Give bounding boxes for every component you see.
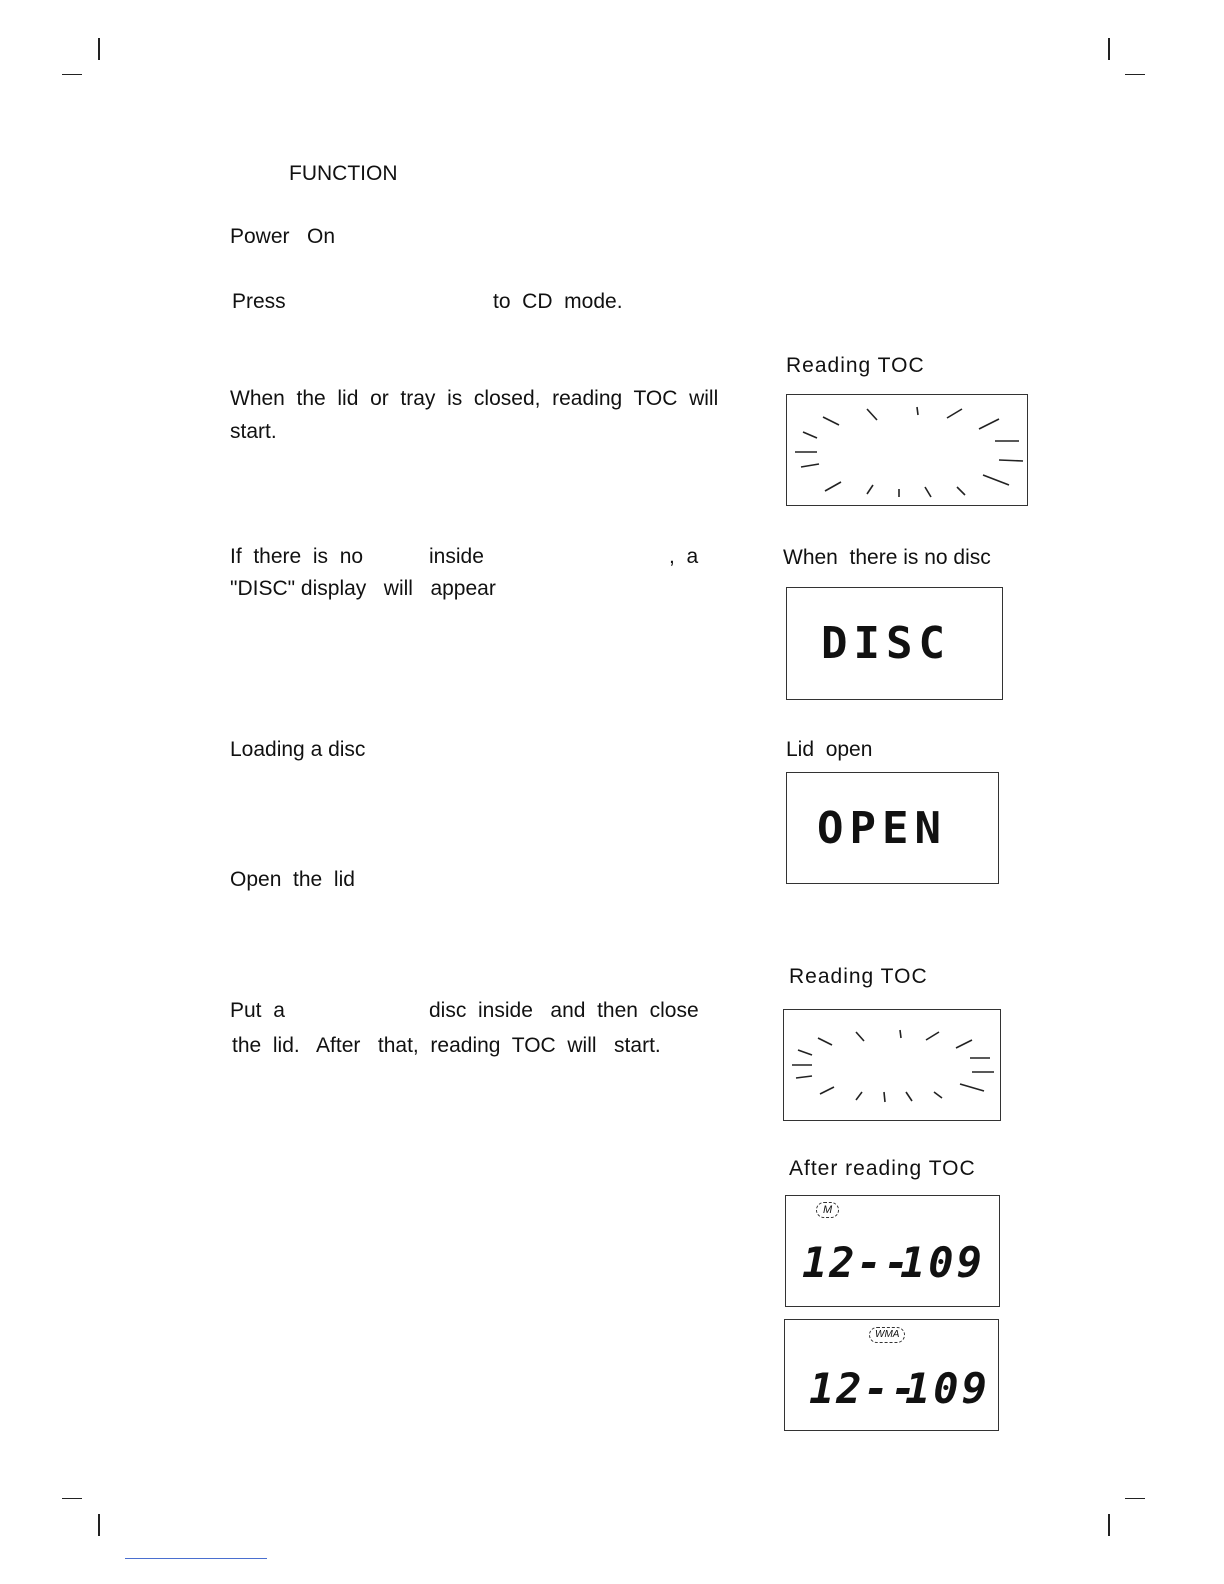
crop-mark [62,1498,82,1499]
no-disc-caption: When there is no disc [783,546,991,569]
lcd-after-toc-2 [784,1319,999,1431]
lcd-lid-open [786,772,999,884]
reading-toc-caption-2: Reading TOC [789,965,928,988]
wma-badge-text: WMA [875,1329,900,1340]
power-on-heading: Power On [230,225,336,248]
total-time-2: 109 [905,1364,990,1413]
loading-heading: Loading a disc [230,738,366,761]
crop-mark [1108,38,1110,60]
crop-mark [98,1514,100,1536]
lcd-reading-toc [786,394,1028,506]
crop-mark [1125,74,1145,75]
lcd-reading-toc-2 [783,1009,1001,1121]
open-lid-text: Open the lid [230,868,355,891]
track-count: 12-- [802,1238,912,1287]
toc-intro-line1: When the lid or tray is closed, reading TOC will [230,387,719,410]
spinner-icon [784,1010,1000,1120]
reading-toc-caption: Reading TOC [786,354,925,377]
put-disc-line1-b: disc inside and then close [429,999,699,1022]
mode-badge-icon [816,1202,839,1218]
no-disc-line1-b: inside [429,545,484,568]
lcd-disc-text: DISC [821,618,951,669]
lcd-no-disc [786,587,1003,700]
no-disc-line1-c: , a [669,545,699,568]
lcd-open-text: OPEN [817,803,947,854]
press-label: Press [232,290,286,313]
toc-intro-line2: start. [230,420,277,443]
wma-badge-icon [869,1327,905,1343]
no-disc-line2: "DISC" display will appear [230,577,496,600]
lcd-after-toc-1 [785,1195,1000,1307]
track-count-2: 12-- [809,1364,919,1413]
footer-rule [125,1558,267,1559]
crop-mark [98,38,100,60]
crop-mark [1125,1498,1145,1499]
press-suffix: to CD mode. [493,290,623,313]
lid-open-caption: Lid open [786,738,873,761]
crop-mark [62,74,82,75]
spinner-icon [787,395,1027,505]
put-disc-line1-a: Put a [230,999,285,1022]
after-toc-caption: After reading TOC [789,1157,976,1180]
mode-badge-text: M [823,1204,833,1216]
put-disc-line2: the lid. After that, reading TOC will start. [232,1034,661,1057]
total-time: 109 [900,1238,985,1287]
no-disc-line1-a: If there is no [230,545,364,568]
section-title: FUNCTION [289,162,398,185]
crop-mark [1108,1514,1110,1536]
